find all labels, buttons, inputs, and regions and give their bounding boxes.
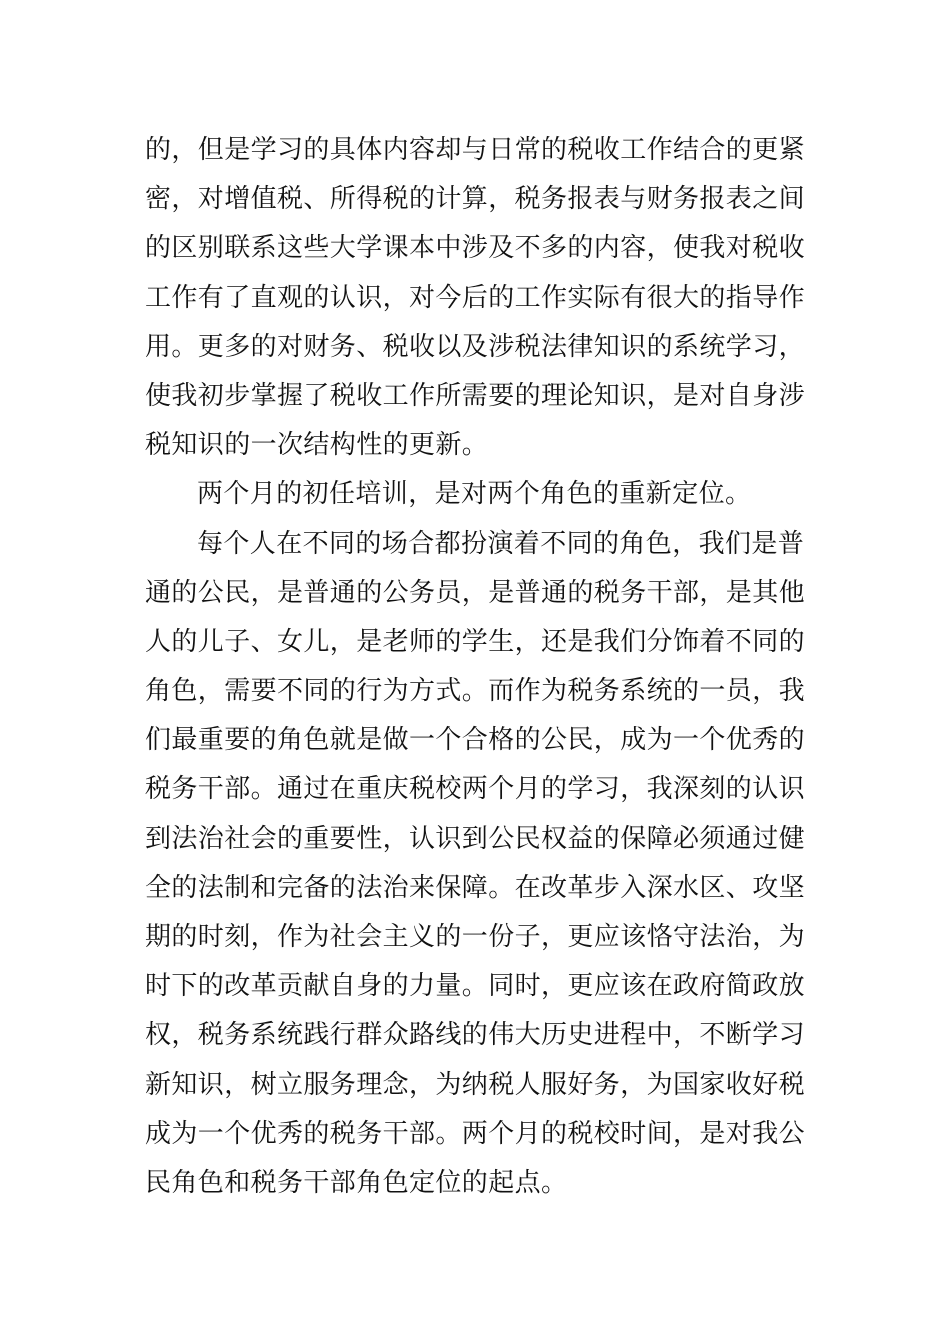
text-line: 税知识的一次结构性的更新。 — [145, 430, 489, 461]
text-line: 人的儿子、女儿，是老师的学生，还是我们分饰着不同的 — [145, 626, 806, 657]
text-line: 成为一个优秀的税务干部。两个月的税校时间，是对我公 — [145, 1118, 806, 1149]
paragraph-start-line: 两个月的初任培训，是对两个角色的重新定位。 — [197, 479, 752, 510]
paragraph-start-line: 每个人在不同的场合都扮演着不同的角色，我们是普 — [197, 528, 805, 559]
text-line: 民角色和税务干部角色定位的起点。 — [145, 1167, 568, 1198]
text-line: 角色，需要不同的行为方式。而作为税务系统的一员，我 — [145, 676, 806, 707]
text-line: 用。更多的对财务、税收以及涉税法律知识的系统学习， — [145, 331, 806, 362]
text-line: 密，对增值税、所得税的计算，税务报表与财务报表之间 — [145, 184, 806, 215]
text-line: 们最重要的角色就是做一个合格的公民，成为一个优秀的 — [145, 725, 806, 756]
text-line: 税务干部。通过在重庆税校两个月的学习，我深刻的认识 — [145, 774, 806, 805]
text-line: 工作有了直观的认识，对今后的工作实际有很大的指导作 — [145, 282, 806, 313]
text-line: 通的公民，是普通的公务员，是普通的税务干部，是其他 — [145, 577, 806, 608]
text-line: 使我初步掌握了税收工作所需要的理论知识，是对自身涉 — [145, 380, 806, 411]
document-body — [145, 126, 807, 1208]
text-line: 新知识，树立服务理念，为纳税人服好务，为国家收好税 — [145, 1069, 806, 1100]
text-line: 的，但是学习的具体内容却与日常的税收工作结合的更紧 — [145, 135, 806, 165]
text-line: 时下的改革贡献自身的力量。同时，更应该在政府简政放 — [145, 971, 806, 1002]
text-line: 期的时刻，作为社会主义的一份子，更应该恪守法治，为 — [145, 922, 806, 952]
text-line: 的区别联系这些大学课本中涉及不多的内容，使我对税收 — [145, 233, 806, 264]
text-line: 权，税务系统践行群众路线的伟大历史进程中，不断学习 — [145, 1020, 806, 1051]
text-line: 到法治社会的重要性，认识到公民权益的保障必须通过健 — [145, 823, 806, 854]
text-line: 全的法制和完备的法治来保障。在改革步入深水区、攻坚 — [145, 872, 806, 903]
